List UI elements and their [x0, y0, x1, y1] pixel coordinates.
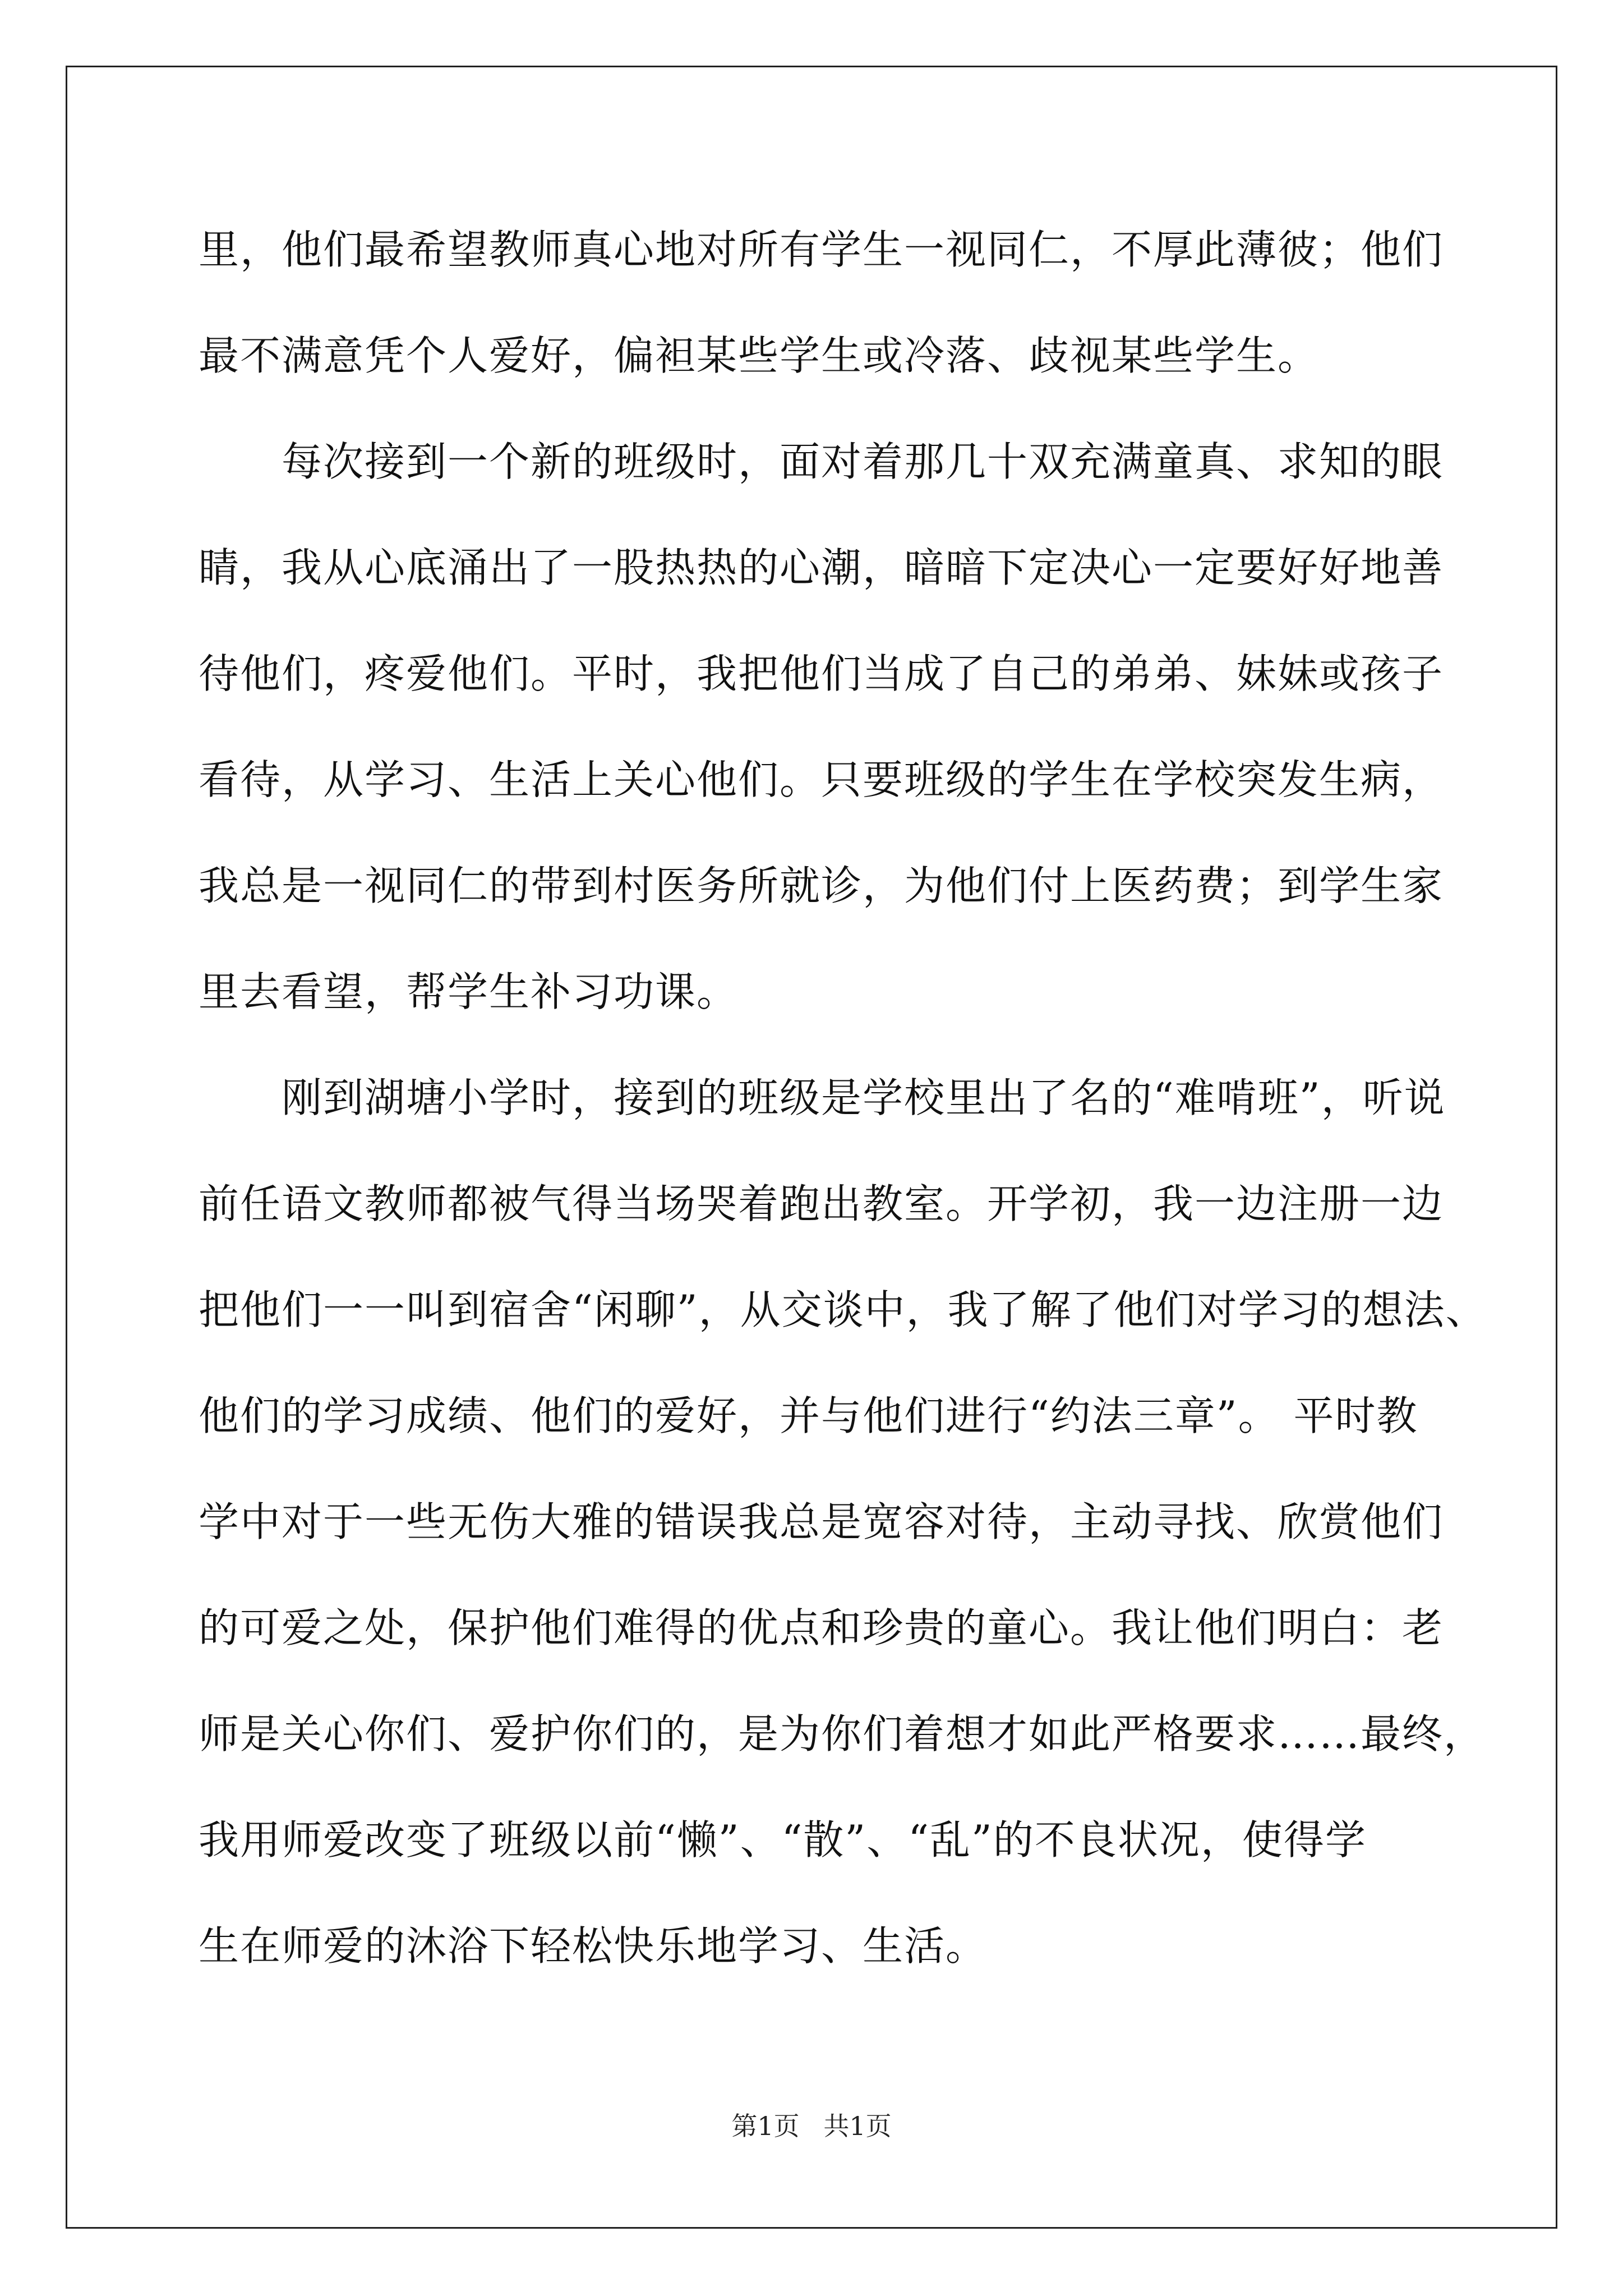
- text-line: 里，他们最希望教师真心地对所有学生一视同仁，不厚此薄彼；他们: [199, 226, 1444, 273]
- text-line: 睛，我从心底涌出了一股热热的心潮，暗暗下定决心一定要好好地善: [199, 544, 1444, 591]
- text-line: 的可爱之处，保护他们难得的优点和珍贵的童心。我让他们明白：老: [199, 1604, 1444, 1651]
- page-footer: [0, 2109, 1623, 2143]
- page-total: 共1页: [823, 2111, 892, 2141]
- text-line: 师是关心你们、爱护你们的，是为你们着想才如此严格要求……最终，: [199, 1710, 1486, 1757]
- text-line: 看待，从学习、生活上关心他们。只要班级的学生在学校突发生病，: [199, 756, 1444, 803]
- text-line: 最不满意凭个人爱好，偏袒某些学生或冷落、歧视某些学生。: [199, 332, 1320, 379]
- text-line: 我总是一视同仁的带到村医务所就诊，为他们付上医药费；到学生家: [199, 862, 1444, 909]
- text-line: 他们的学习成绩、他们的爱好，并与他们进行“约法三章”。 平时教: [199, 1392, 1418, 1439]
- text-line: 我用师爱改变了班级以前“懒”、“散”、“乱”的不良状况，使得学: [199, 1816, 1367, 1864]
- text-line: 前任语文教师都被气得当场哭着跑出教室。开学初，我一边注册一边: [199, 1180, 1444, 1227]
- page-border: [66, 66, 1557, 2229]
- text-line: 里去看望，帮学生补习功课。: [199, 968, 739, 1015]
- text-line: 待他们，疼爱他们。平时，我把他们当成了自己的弟弟、妹妹或孩子: [199, 650, 1444, 697]
- page-number: 第1页: [731, 2111, 800, 2141]
- text-line: 生在师爱的沐浴下轻松快乐地学习、生活。: [199, 1922, 988, 1970]
- text-line: 每次接到一个新的班级时，面对着那几十双充满童真、求知的眼: [199, 438, 1444, 485]
- text-line: 学中对于一些无伤大雅的错误我总是宽容对待，主动寻找、欣赏他们: [199, 1498, 1444, 1545]
- text-line: 刚到湖塘小学时，接到的班级是学校里出了名的“难啃班”，听说: [199, 1074, 1446, 1121]
- text-line: 把他们一一叫到宿舍“闲聊”，从交谈中，我了解了他们对学习的想法、: [199, 1286, 1487, 1333]
